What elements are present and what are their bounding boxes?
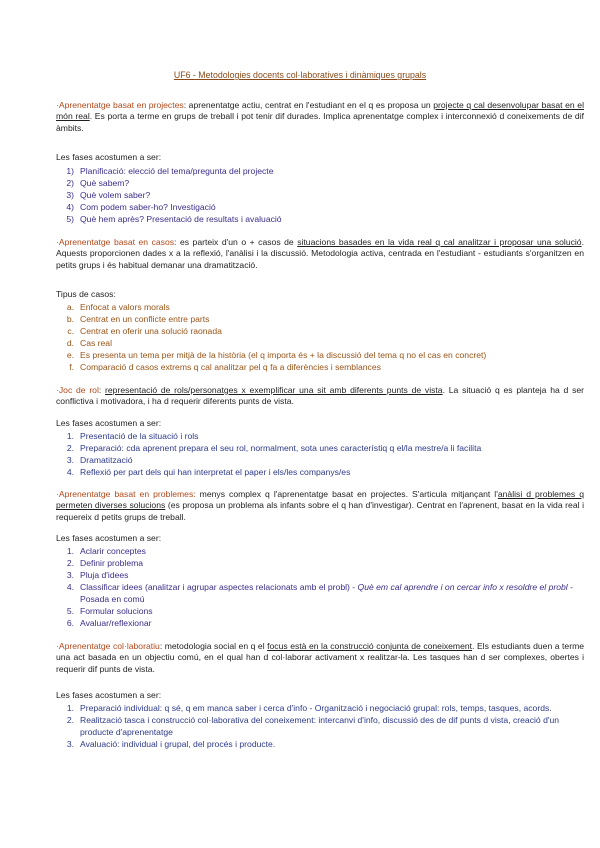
section-cases bbox=[56, 237, 584, 271]
list-item-text: Aclarir conceptes bbox=[80, 546, 146, 556]
list-item bbox=[56, 738, 584, 750]
text: : bbox=[98, 385, 106, 395]
page-title: UF6 - Metodologies docents col·laboratives i dinàmiques grupals bbox=[173, 70, 427, 80]
phases-heading: Les fases acostumen a ser: bbox=[56, 533, 162, 543]
list-item-text: Presentació de la situació i rols bbox=[80, 431, 199, 441]
list-marker: 4) bbox=[66, 202, 74, 212]
text: . Aquests proporcionen dades x a la reflexió, l'anàlisi i la discussió. Metodologia activa, centrada en l'estudiant - estudiants s'organitzen en petits grups i és habitual demanar una dramatització. bbox=[56, 237, 584, 270]
text: menys complex q l'aprenentatge basat en projectes. S'articula mitjançant l' bbox=[195, 489, 498, 499]
list-marker: 1. bbox=[66, 546, 74, 556]
collaborative-phases-list bbox=[56, 702, 584, 750]
list-item bbox=[56, 189, 584, 201]
list-item bbox=[56, 617, 584, 629]
list-item-text: Planificació: elecció del tema/pregunta del projecte bbox=[80, 166, 274, 176]
text: . Els estudiants duen a terme una act basada en un objectiu comú, en el qual han d col·laborar activament x realitzar-la. Les tasques han d ser complexes, obertes i requerir dif punts de vista. bbox=[56, 641, 585, 674]
list-item-italic-text: Què em cal aprendre i on cercar info x resoldre el probl bbox=[357, 582, 568, 592]
list-item bbox=[56, 714, 584, 738]
list-marker: 4. bbox=[66, 582, 74, 592]
list-item-text: Definir problema bbox=[80, 558, 144, 568]
list-item bbox=[56, 442, 584, 454]
case-types-list bbox=[56, 301, 584, 373]
list-item-text: Cas real bbox=[80, 338, 112, 348]
list-item-text: Què volem saber? bbox=[80, 190, 151, 200]
phases-heading: Les fases acostumen a ser: bbox=[56, 690, 162, 700]
list-item bbox=[56, 201, 584, 213]
list-item bbox=[56, 466, 584, 478]
section-problems bbox=[56, 489, 584, 523]
list-item-text: Centrat en un conflicte entre parts bbox=[80, 314, 210, 324]
list-item bbox=[56, 430, 584, 442]
list-item bbox=[56, 177, 584, 189]
list-item-text: Enfocat a valors morals bbox=[80, 302, 170, 312]
list-item-text: Comparació d casos extrems q cal analitzar pel q fa a diferències i semblances bbox=[80, 362, 381, 372]
list-item bbox=[56, 165, 584, 177]
list-item-text: Formular solucions bbox=[80, 606, 153, 616]
list-item-text: - Posada en comú bbox=[80, 582, 573, 604]
section-role-play bbox=[56, 385, 584, 408]
list-marker: c. bbox=[67, 326, 74, 336]
term-role-play: ·Joc de rol bbox=[56, 385, 99, 395]
section-projects bbox=[56, 100, 584, 134]
list-item-text: Preparació individual: q sé, q em manca saber i cerca d'info - Organització i negociació grupal: rols, temps, tasques, acords. bbox=[80, 703, 552, 713]
list-item-text: Pluja d'idees bbox=[80, 570, 129, 580]
list-marker: 1. bbox=[66, 703, 74, 713]
list-item bbox=[56, 349, 584, 361]
underlined-text: anàlisi d problemes q permeten diverses solucions bbox=[56, 489, 584, 511]
list-marker: b. bbox=[66, 314, 74, 324]
list-item bbox=[56, 301, 584, 313]
text: : aprenentatge actiu, centrat en l'estudiant en el q es proposa un bbox=[183, 100, 434, 110]
list-item-text: Es presenta un tema per mitjà de la història (el q importa és + la discussió del tema q no el cas en concret) bbox=[80, 350, 487, 360]
list-marker: 3. bbox=[66, 570, 74, 580]
list-item bbox=[56, 337, 584, 349]
list-item bbox=[56, 545, 584, 557]
list-item bbox=[56, 361, 584, 373]
list-marker: f. bbox=[69, 362, 74, 372]
list-item-text: Dramatització bbox=[80, 455, 133, 465]
list-item bbox=[56, 557, 584, 569]
underlined-text: projecte q cal desenvolupar basat en el món real bbox=[56, 100, 584, 122]
list-marker: 2) bbox=[66, 178, 74, 188]
role-play-phases-list bbox=[56, 430, 584, 478]
list-marker: 2. bbox=[66, 715, 74, 725]
list-item-text: Avaluació: individual i grupal, del procés i producte. bbox=[80, 739, 276, 749]
list-item bbox=[56, 454, 584, 466]
projects-phases-list bbox=[56, 165, 584, 225]
list-item bbox=[56, 569, 584, 581]
list-marker: 3. bbox=[66, 739, 74, 749]
underlined-text: representació de rols/personatges x exemplificar una sit amb diferents punts de vista bbox=[105, 385, 443, 395]
text: . La situació q es planteja ha d ser conflictiva i motivadora, i ha d requerir diferents punts de vista. bbox=[56, 385, 585, 407]
list-item-text: Reflexió per part dels qui han interpretat el paper i els/les companys/es bbox=[80, 467, 351, 477]
phases-heading: Les fases acostumen a ser: bbox=[56, 152, 162, 162]
list-marker: 1) bbox=[66, 166, 74, 176]
underlined-text: situacions basades en la vida real q cal analitzar i proposar una solució bbox=[297, 237, 582, 247]
text: : es parteix d'un o + casos de bbox=[174, 237, 298, 247]
list-item bbox=[56, 325, 584, 337]
text: . Es porta a terme en grups de treball i pot tenir dif durades. Implica aprenentatge complex i interconnexió d coneixements de dif àmbits. bbox=[56, 111, 584, 133]
list-item-text: Realització tasca i construcció col·laborativa del coneixement: intercanvi d'info, discussió des de dif punts d vista, creació d'un producte d'aprenentatge bbox=[80, 715, 560, 737]
list-item-text: Com podem saber-ho? Investigació bbox=[80, 202, 216, 212]
underlined-text: focus està en la construcció conjunta de coneixement bbox=[267, 641, 473, 651]
list-marker: 1. bbox=[66, 431, 74, 441]
problems-phases-list bbox=[56, 545, 584, 629]
list-marker: a. bbox=[66, 302, 74, 312]
section-collaborative bbox=[56, 641, 584, 675]
list-item bbox=[56, 605, 584, 617]
list-item bbox=[56, 702, 584, 714]
list-marker: 5) bbox=[66, 214, 74, 224]
list-marker: 6. bbox=[66, 618, 74, 628]
list-marker: 2. bbox=[66, 443, 74, 453]
list-item-text: Què sabem? bbox=[80, 178, 130, 188]
term-problems: ·Aprenentatge basat en problemes: bbox=[56, 489, 196, 499]
text: (es proposa un problema als infants sobre el q han d'investigar). Centrat en l'aprenent, basat en la vida real i requereix d petits grups de treball. bbox=[56, 500, 584, 522]
list-item-text: Classificar idees (analitzar i agrupar aspectes relacionats amb el probl) - bbox=[80, 582, 358, 592]
list-item-text: Què hem après? Presentació de resultats i avaluació bbox=[80, 214, 282, 224]
list-marker: d. bbox=[66, 338, 74, 348]
list-item bbox=[56, 313, 584, 325]
term-cases: ·Aprenentatge basat en casos bbox=[56, 237, 175, 247]
term-projects: ·Aprenentatge basat en projectes bbox=[56, 100, 184, 110]
list-item-text: Preparació: cda aprenent prepara el seu rol, normalment, sota unes característiq q el/la mestre/a li facilita bbox=[80, 443, 482, 453]
types-heading: Tipus de casos: bbox=[56, 289, 116, 299]
list-marker: 3) bbox=[66, 190, 74, 200]
list-item bbox=[56, 581, 584, 605]
list-marker: 3. bbox=[66, 455, 74, 465]
phases-heading: Les fases acostumen a ser: bbox=[56, 418, 162, 428]
term-collaborative: ·Aprenentatge col·laboratiu bbox=[56, 641, 160, 651]
list-marker: 5. bbox=[66, 606, 74, 616]
list-item-text: Centrat en oferir una solució raonada bbox=[80, 326, 222, 336]
list-item bbox=[56, 213, 584, 225]
text: : metodologia social en q el bbox=[159, 641, 268, 651]
list-marker: e. bbox=[66, 350, 74, 360]
list-marker: 2. bbox=[66, 558, 74, 568]
list-marker: 4. bbox=[66, 467, 74, 477]
list-item-text: Avaluar/reflexionar bbox=[80, 618, 152, 628]
